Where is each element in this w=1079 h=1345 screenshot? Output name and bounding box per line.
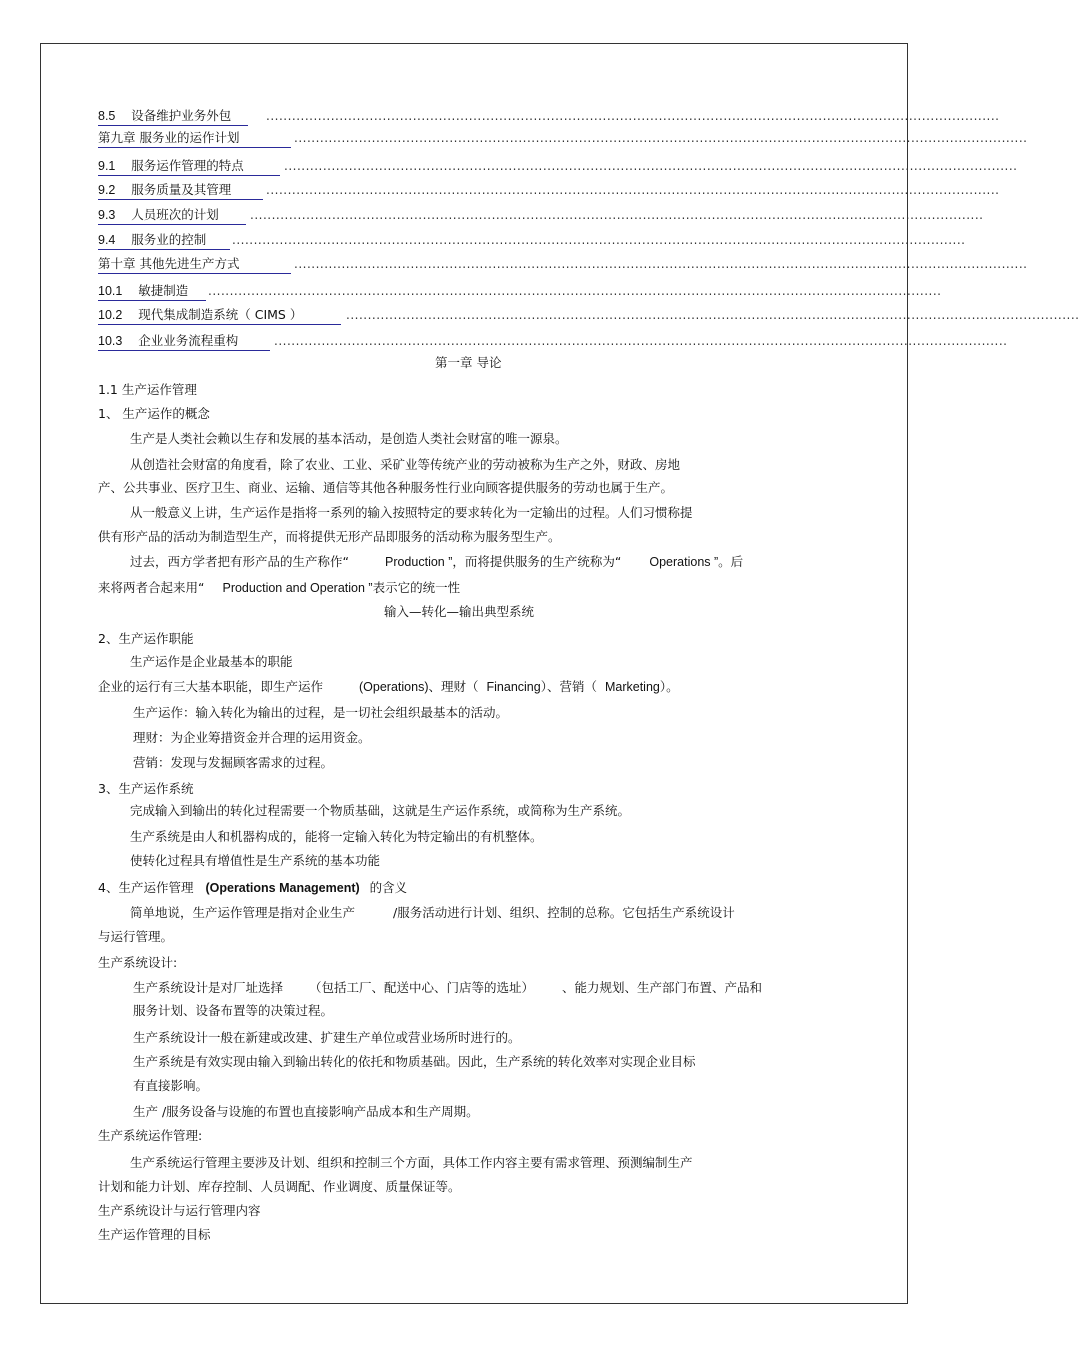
text-run: ，而将提供服务的生产统称为“ <box>452 554 622 569</box>
text-run: 、能力规划、生产部门布置、产品和 <box>562 980 763 995</box>
toc-leader: .......................................................................................................................................................................... <box>346 308 1079 322</box>
text-run: 企业的运行有三大基本职能，即生产运作 <box>98 679 324 694</box>
text-run: （包括工厂、配送中心、门店等的选址） <box>309 980 535 995</box>
figure-caption: 输入—转化—输出典型系统 <box>384 604 535 619</box>
paragraph: 使转化过程具有增值性是生产系统的基本功能 <box>130 853 381 868</box>
subsection-heading: 生产系统设计与运行管理内容 <box>98 1203 261 1218</box>
paragraph <box>98 679 679 695</box>
toc-title: 服务业的控制 <box>131 232 207 247</box>
paragraph: 计划和能力计划、库存控制、人员调配、作业调度、质量保证等。 <box>98 1179 461 1194</box>
paragraph: 生产运作是企业最基本的职能 <box>130 654 293 669</box>
section-heading: 1.1 生产运作管理 <box>98 382 197 397</box>
paragraph: 有直接影响。 <box>133 1078 209 1093</box>
paragraph: 产、公共事业、医疗卫生、商业、运输、通信等其他各种服务性行业向顾客提供服务的劳动也属于生产。 <box>98 480 674 495</box>
paragraph: 营销：发现与发掘顾客需求的过程。 <box>133 755 334 770</box>
toc-number: 9.2 <box>98 183 116 197</box>
text-run: 过去，西方学者把有形产品的生产称作“ <box>130 554 349 569</box>
subsection-heading: 生产运作管理的目标 <box>98 1227 211 1242</box>
toc-title: 第十章 其他先进生产方式 <box>98 256 240 271</box>
toc-number: 8.5 <box>98 109 116 123</box>
toc-title: 企业业务流程重构 <box>138 333 239 348</box>
text-run: Production and Operation ” <box>222 581 373 595</box>
paragraph <box>130 554 743 570</box>
subsection-heading <box>98 880 407 896</box>
text-run: 。后 <box>718 554 744 569</box>
paragraph: 生产 /服务设备与设施的布置也直接影响产品成本和生产周期。 <box>133 1104 479 1119</box>
paragraph <box>133 980 762 996</box>
toc-leader: .......................................................................................................................................................................... <box>274 334 1008 348</box>
paragraph: 生产系统是由人和机器构成的，能将一定输入转化为特定输出的有机整体。 <box>130 829 543 844</box>
toc-title: 人员班次的计划 <box>131 207 219 222</box>
text-run: ）、营销（ <box>540 679 597 694</box>
subsection-heading: 1、 生产运作的概念 <box>98 406 210 421</box>
text-run: /服务活动进行计划、组织、控制的总称。它包括生产系统设计 <box>393 905 735 920</box>
text-run: Operations ” <box>649 555 719 569</box>
paragraph: 生产系统是有效实现由输入到输出转化的依托和物质基础。因此，生产系统的转化效率对实现企业目标 <box>133 1054 696 1069</box>
text-run: 的含义 <box>369 880 408 895</box>
toc-number: 9.3 <box>98 208 116 222</box>
toc-number: 9.4 <box>98 233 116 247</box>
text-run: 4、生产运作管理 <box>98 880 194 895</box>
paragraph: 与运行管理。 <box>98 929 174 944</box>
text-run: 生产系统设计是对厂址选择 <box>133 980 284 995</box>
toc-title: 现代集成制造系统（ CIMS ） <box>138 307 303 322</box>
toc-leader: .......................................................................................................................................................................... <box>294 257 1028 271</box>
toc-number: 10.3 <box>98 334 123 348</box>
paragraph: 服务计划、设备布置等的决策过程。 <box>133 1003 334 1018</box>
paragraph <box>98 580 460 596</box>
text-run: Marketing <box>604 680 660 694</box>
toc-title: 敏捷制造 <box>138 283 189 298</box>
subsection-heading: 生产系统设计: <box>98 955 178 970</box>
paragraph: 生产系统设计一般在新建或改建、扩建生产单位或营业场所时进行的。 <box>133 1030 521 1045</box>
toc-title: 服务运作管理的特点 <box>131 158 244 173</box>
text-run: (Operations) <box>359 680 429 694</box>
subsection-heading: 生产系统运作管理: <box>98 1128 203 1143</box>
paragraph: 从创造社会财富的角度看，除了农业、工业、采矿业等传统产业的劳动被称为生产之外，财政、房地 <box>130 457 681 472</box>
paragraph <box>130 905 735 921</box>
paragraph: 供有形产品的活动为制造型生产，而将提供无形产品即服务的活动称为服务型生产。 <box>98 529 561 544</box>
text-run: (Operations Management) <box>205 881 360 895</box>
paragraph: 从一般意义上讲，生产运作是指将一系列的输入按照特定的要求转化为一定输出的过程。人们习惯称提 <box>130 505 693 520</box>
text-run: 简单地说，生产运作管理是指对企业生产 <box>130 905 356 920</box>
text-run: ）。 <box>659 679 679 694</box>
subsection-heading: 3、生产运作系统 <box>98 781 194 796</box>
paragraph: 理财：为企业筹措资金并合理的运用资金。 <box>133 730 371 745</box>
paragraph: 生产系统运行管理主要涉及计划、组织和控制三个方面，具体工作内容主要有需求管理、预测编制生产 <box>130 1155 693 1170</box>
toc-leader: .......................................................................................................................................................................... <box>284 159 1018 173</box>
toc-title: 服务质量及其管理 <box>131 182 232 197</box>
chapter-title: 第一章 导论 <box>435 355 502 370</box>
toc-title: 设备维护业务外包 <box>131 108 232 123</box>
text-run: 、理财（ <box>428 679 479 694</box>
text-run: Financing <box>486 680 541 694</box>
paragraph: 生产是人类社会赖以生存和发展的基本活动，是创造人类社会财富的唯一源泉。 <box>130 431 568 446</box>
toc-number: 10.1 <box>98 284 123 298</box>
toc-leader: .......................................................................................................................................................................... <box>208 284 942 298</box>
toc-leader: .......................................................................................................................................................................... <box>294 131 1028 145</box>
subsection-heading: 2、生产运作职能 <box>98 631 194 646</box>
toc-number: 9.1 <box>98 159 116 173</box>
text-run: 表示它的统一性 <box>372 580 461 595</box>
toc-leader: .......................................................................................................................................................................... <box>266 109 1000 123</box>
toc-leader: .......................................................................................................................................................................... <box>232 233 966 247</box>
toc-number: 10.2 <box>98 308 123 322</box>
text-run: 来将两者合起来用“ <box>98 580 205 595</box>
toc-leader: .......................................................................................................................................................................... <box>250 208 984 222</box>
text-run: Production ” <box>384 555 453 569</box>
paragraph: 完成输入到输出的转化过程需要一个物质基础，这就是生产运作系统，或简称为生产系统。 <box>130 803 631 818</box>
paragraph: 生产运作：输入转化为输出的过程，是一切社会组织最基本的活动。 <box>133 705 509 720</box>
toc-leader: .......................................................................................................................................................................... <box>266 183 1000 197</box>
toc-title: 第九章 服务业的运作计划 <box>98 130 240 145</box>
